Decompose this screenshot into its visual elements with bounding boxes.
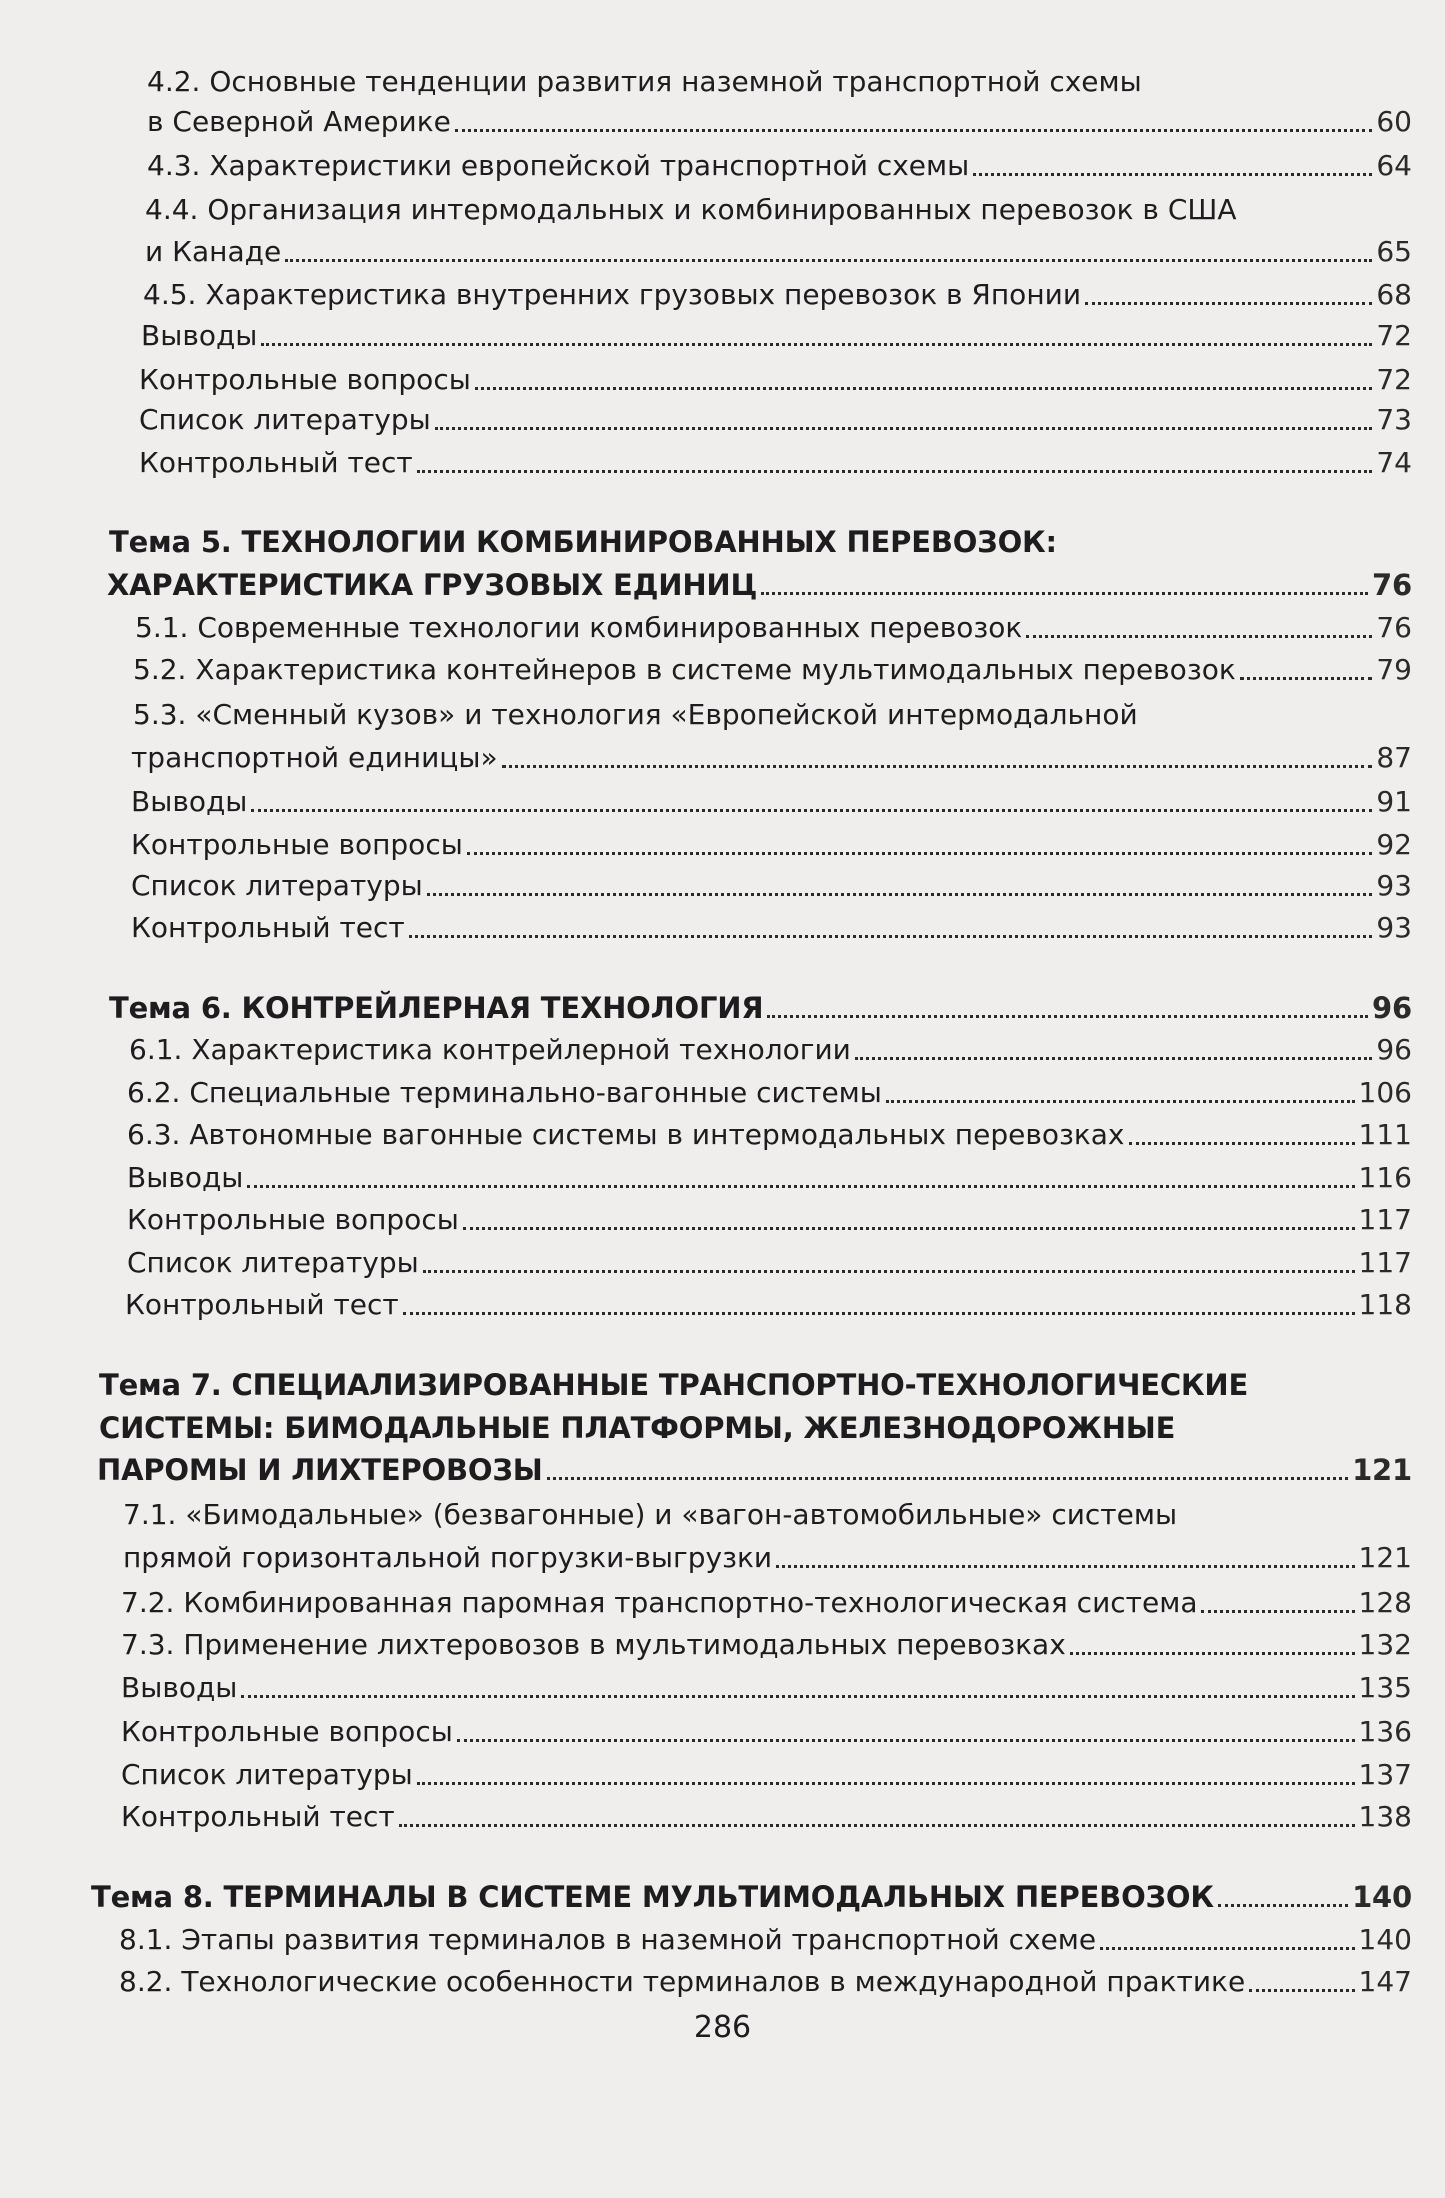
toc-entry-line [147, 146, 1412, 186]
toc-entry-line [127, 1200, 1412, 1240]
toc-page-number: 117 [1358, 1246, 1412, 1279]
toc-heading-line [109, 988, 1412, 1028]
toc-entry-line [131, 825, 1412, 865]
dot-leader [886, 1100, 1355, 1103]
dot-leader [417, 1782, 1355, 1785]
toc-entry-title: 4.4. Организация интермодальных и комбинированных перевозок в США [145, 193, 1237, 226]
toc-entry-line [141, 316, 1412, 356]
toc-entry-line [127, 1073, 1412, 1113]
toc-page-number: 74 [1376, 446, 1412, 479]
toc-entry-title: Контрольные вопросы [127, 1203, 459, 1236]
toc-entry-title: 6.2. Специальные терминально-вагонные системы [127, 1076, 882, 1109]
toc-entry-title: 5.1. Современные технологии комбинированных перевозок [135, 611, 1023, 644]
toc-page-number: 96 [1372, 991, 1412, 1025]
dot-leader [767, 1015, 1368, 1018]
toc-page-number: 60 [1376, 105, 1412, 138]
toc-entry-line [121, 1625, 1412, 1665]
dot-leader [547, 1477, 1348, 1480]
toc-entry-line [143, 275, 1412, 315]
dot-leader [1240, 677, 1373, 680]
dot-leader [251, 809, 1372, 812]
dot-leader [502, 765, 1373, 768]
toc-entry-line [135, 608, 1412, 648]
toc-heading-line [99, 1408, 1175, 1448]
toc-entry-title: Тема 8. ТЕРМИНАЛЫ В СИСТЕМЕ МУЛЬТИМОДАЛЬНЫХ ПЕРЕВОЗОК [91, 1880, 1214, 1914]
toc-entry-title: 7.3. Применение лихтеровозов в мультимодальных перевозках [121, 1628, 1066, 1661]
toc-page-number: 96 [1376, 1033, 1412, 1066]
toc-page-number: 135 [1358, 1671, 1412, 1704]
toc-entry-title: Контрольные вопросы [121, 1715, 453, 1748]
dot-leader [1070, 1652, 1355, 1655]
toc-entry-title: 4.3. Характеристики европейской транспортной схемы [147, 149, 970, 182]
dot-leader [423, 1270, 1355, 1273]
dot-leader [427, 893, 1373, 896]
toc-entry-line [139, 360, 1412, 400]
toc-entry-title: 4.5. Характеристика внутренних грузовых перевозок в Японии [143, 278, 1082, 311]
toc-entry-title: 7.2. Комбинированная паромная транспортно-технологическая система [121, 1586, 1198, 1619]
dot-leader [1249, 1989, 1354, 1992]
toc-entry-title: Выводы [131, 785, 248, 818]
dot-leader [855, 1057, 1372, 1060]
toc-entry-line [147, 62, 1142, 102]
toc-entry-line [133, 650, 1412, 690]
toc-entry-line [123, 1495, 1177, 1535]
page-number: 286 [693, 2010, 752, 2045]
toc-page-number: 117 [1358, 1203, 1412, 1236]
dot-leader [761, 592, 1368, 595]
toc-entry-line [119, 1920, 1412, 1960]
toc-entry-title: Контрольные вопросы [131, 828, 463, 861]
dot-leader [776, 1565, 1354, 1568]
toc-page-number: 72 [1376, 319, 1412, 352]
toc-entry-title: 7.1. «Бимодальные» (безвагонные) и «вагон-автомобильные» системы [123, 1498, 1178, 1531]
toc-entry-line [127, 1115, 1412, 1155]
dot-leader [1201, 1610, 1354, 1613]
toc-heading-line [109, 522, 1057, 562]
toc-entry-title: Выводы [141, 319, 258, 352]
toc-entry-title: Контрольный тест [125, 1288, 399, 1321]
toc-page-number: 65 [1376, 235, 1412, 268]
toc-page-number: 76 [1376, 611, 1412, 644]
toc-entry-title: Выводы [127, 1161, 244, 1194]
toc-entry-line [139, 443, 1412, 483]
toc-entry-line [123, 1538, 1412, 1578]
toc-entry-title: Список литературы [139, 403, 431, 436]
toc-entry-line [121, 1583, 1412, 1623]
toc-entry-title: Тема 7. СПЕЦИАЛИЗИРОВАННЫЕ ТРАНСПОРТНО-ТЕХНОЛОГИЧЕСКИЕ [99, 1368, 1249, 1402]
toc-entry-line [147, 102, 1412, 142]
toc-page-number: 72 [1376, 363, 1412, 396]
toc-entry-line [131, 782, 1412, 822]
toc-page-number: 136 [1358, 1715, 1412, 1748]
toc-page-number: 68 [1376, 278, 1412, 311]
dot-leader [285, 259, 1372, 262]
toc-page-number: 121 [1352, 1453, 1412, 1487]
toc-page-number: 93 [1376, 869, 1412, 902]
toc-entry-title: Тема 6. КОНТРЕЙЛЕРНАЯ ТЕХНОЛОГИЯ [109, 991, 764, 1025]
toc-page-number: 147 [1358, 1965, 1412, 1998]
toc-entry-line [127, 1158, 1412, 1198]
toc-entry-title: ХАРАКТЕРИСТИКА ГРУЗОВЫХ ЕДИНИЦ [107, 568, 758, 602]
toc-entry-title: Контрольные вопросы [139, 363, 471, 396]
toc-entry-title: Контрольный тест [131, 911, 405, 944]
dot-leader [417, 470, 1373, 473]
toc-entry-line [121, 1668, 1412, 1708]
toc-entry-title: Выводы [121, 1671, 238, 1704]
toc-page-number: 128 [1358, 1586, 1412, 1619]
dot-leader [1026, 635, 1372, 638]
dot-leader [1218, 1904, 1348, 1907]
toc-heading-line [97, 1450, 1412, 1490]
toc-page-number: 92 [1376, 828, 1412, 861]
toc-page-number: 111 [1358, 1118, 1412, 1151]
toc-entry-title: транспортной единицы» [131, 741, 498, 774]
toc-entry-title: Список литературы [127, 1246, 419, 1279]
toc-entry-line [125, 1285, 1412, 1325]
toc-heading-line [91, 1877, 1412, 1917]
toc-page-number: 73 [1376, 403, 1412, 436]
toc-entry-title: 8.1. Этапы развития терминалов в наземной транспортной схеме [119, 1923, 1097, 1956]
toc-entry-line [145, 232, 1412, 272]
toc-page-number: 132 [1358, 1628, 1412, 1661]
toc-entry-line [121, 1755, 1412, 1795]
toc-page-number: 106 [1358, 1076, 1412, 1109]
toc-entry-title: 6.1. Характеристика контрейлерной технологии [129, 1033, 851, 1066]
dot-leader [455, 129, 1373, 132]
toc-entry-title: ПАРОМЫ И ЛИХТЕРОВОЗЫ [97, 1453, 543, 1487]
toc-page-number: 140 [1358, 1923, 1412, 1956]
toc-entry-line [131, 738, 1412, 778]
toc-entry-title: Контрольный тест [139, 446, 413, 479]
toc-entry-title: 5.2. Характеристика контейнеров в системе мультимодальных перевозок [133, 653, 1236, 686]
toc-entry-title: в Северной Америке [147, 105, 451, 138]
toc-page-number: 137 [1358, 1758, 1412, 1791]
toc-entry-title: 8.2. Технологические особенности терминалов в международной практике [119, 1965, 1246, 1998]
toc-entry-title: 4.2. Основные тенденции развития наземной транспортной схемы [147, 65, 1142, 98]
toc-entry-line [127, 1243, 1412, 1283]
toc-entry-title: прямой горизонтальной погрузки-выгрузки [123, 1541, 773, 1574]
toc-entry-line [133, 695, 1138, 735]
toc-heading-line [99, 1365, 1248, 1405]
dot-leader [261, 343, 1372, 346]
toc-entry-line [129, 1030, 1412, 1070]
toc-entry-line [121, 1712, 1412, 1752]
dot-leader [457, 1739, 1355, 1742]
toc-entry-line [131, 908, 1412, 948]
toc-entry-title: Список литературы [131, 869, 423, 902]
toc-page-number: 121 [1358, 1541, 1412, 1574]
dot-leader [241, 1695, 1354, 1698]
dot-leader [1085, 302, 1372, 305]
toc-entry-title: Список литературы [121, 1758, 413, 1791]
dot-leader [467, 852, 1373, 855]
toc-entry-title: 5.3. «Сменный кузов» и технология «Европейской интермодальной [133, 698, 1138, 731]
toc-page-number: 138 [1358, 1800, 1412, 1833]
dot-leader [463, 1227, 1355, 1230]
dot-leader [399, 1824, 1355, 1827]
toc-page-number: 64 [1376, 149, 1412, 182]
toc-page-number: 79 [1376, 653, 1412, 686]
toc-entry-title: и Канаде [145, 235, 282, 268]
dot-leader [435, 427, 1373, 430]
dot-leader [1129, 1142, 1355, 1145]
dot-leader [475, 387, 1373, 390]
toc-entry-line [119, 1962, 1412, 2002]
toc-page-number: 140 [1352, 1880, 1412, 1914]
dot-leader [247, 1185, 1354, 1188]
toc-page-number: 91 [1376, 785, 1412, 818]
toc-entry-line [139, 400, 1412, 440]
toc-entry-line [145, 190, 1236, 230]
toc-entry-line [121, 1797, 1412, 1837]
toc-entry-title: Контрольный тест [121, 1800, 395, 1833]
dot-leader [973, 173, 1372, 176]
toc-entry-line [131, 866, 1412, 906]
dot-leader [403, 1312, 1355, 1315]
toc-entry-title: СИСТЕМЫ: БИМОДАЛЬНЫЕ ПЛАТФОРМЫ, ЖЕЛЕЗНОДОРОЖНЫЕ [99, 1411, 1176, 1445]
toc-page-number: 76 [1372, 568, 1412, 602]
toc-page-number: 87 [1376, 741, 1412, 774]
toc-page-number: 118 [1358, 1288, 1412, 1321]
dot-leader [409, 935, 1373, 938]
toc-entry-title: Тема 5. ТЕХНОЛОГИИ КОМБИНИРОВАННЫХ ПЕРЕВОЗОК: [109, 525, 1057, 559]
toc-heading-line [107, 565, 1412, 605]
toc-page-number: 93 [1376, 911, 1412, 944]
toc-page-number: 116 [1358, 1161, 1412, 1194]
dot-leader [1100, 1947, 1354, 1950]
toc-entry-title: 6.3. Автономные вагонные системы в интермодальных перевозках [127, 1118, 1125, 1151]
